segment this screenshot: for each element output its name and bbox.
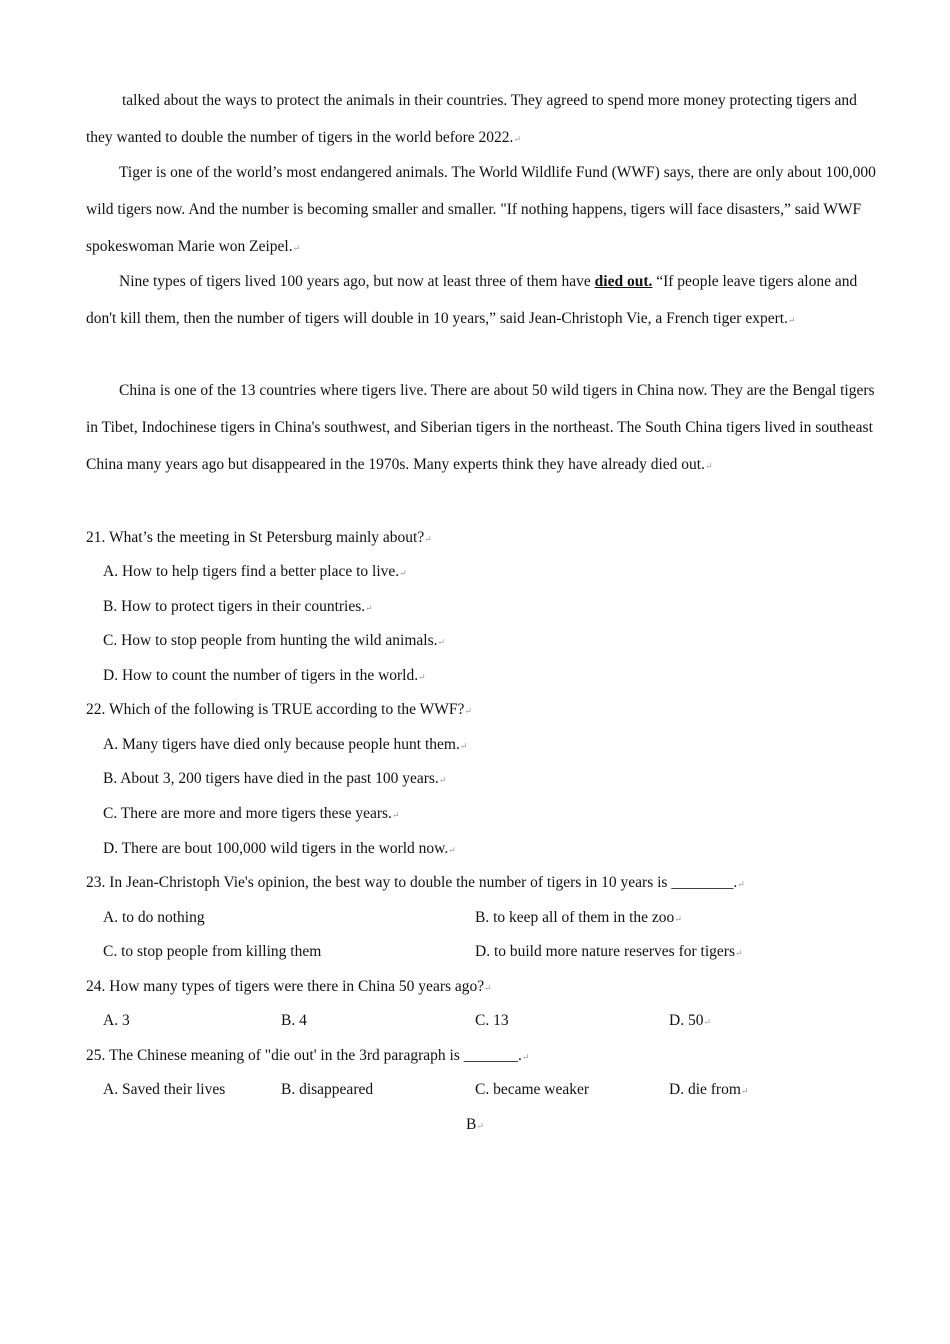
option-text: A. Many tigers have died only because people hunt them. (103, 736, 460, 753)
question-23-option-d (475, 942, 743, 963)
option-text: C. 13 (475, 1012, 509, 1029)
passage-paragraph-1-text: talked about the ways to protect the animals in their countries. They agreed to spend more money protecting tigers and they wanted to double the number of tigers in the world before 2022. (86, 92, 857, 146)
question-24-option-b (281, 1011, 307, 1031)
question-25-stem (86, 1046, 529, 1067)
question-text: 25. The Chinese meaning of "die out' in the 3rd paragraph is _______. (86, 1047, 522, 1064)
paragraph-mark: ↵ (464, 706, 472, 716)
option-text: C. to stop people from killing them (103, 943, 322, 960)
question-23-option-b (475, 908, 682, 929)
paragraph-mark: ↵ (513, 134, 521, 144)
paragraph-mark: ↵ (292, 243, 301, 253)
passage-paragraph-1 (86, 82, 876, 158)
option-text: A. How to help tigers find a better place to live. (103, 563, 400, 580)
section-label-text: B (466, 1116, 477, 1133)
paragraph-mark: ↵ (365, 603, 373, 613)
passage-paragraph-3-text-end: “If people leave tigers alone and don't kill them, then the number of tigers will double in 10 years,” said Jean-Christoph Vie, a French tiger expert. (86, 273, 858, 327)
passage-paragraph-4-text: China is one of the 13 countries where tigers live. There are about 50 wild tigers in China now. They are the Bengal tigers in Tibet, Indochinese tigers in China's southwest, and Siberian tigers in the northeast. The South China tigers lived in southeast China many years ago but disappeared in the 1970s. Many experts think they have already died out. (86, 382, 875, 473)
option-text: A. to do nothing (103, 909, 205, 926)
question-text: 21. What’s the meeting in St Petersburg mainly about? (86, 529, 425, 546)
question-22-option-d (103, 839, 456, 860)
option-text: B. 4 (281, 1012, 307, 1029)
paragraph-mark: ↵ (674, 914, 682, 924)
option-text: B. How to protect tigers in their countries. (103, 598, 366, 615)
passage-paragraph-3-text-start: Nine types of tigers lived 100 years ago, but now at least three of them have (119, 273, 595, 290)
paragraph-mark: ↵ (437, 637, 446, 647)
question-23-option-a (103, 908, 205, 928)
paragraph-mark: ↵ (476, 1121, 484, 1131)
paragraph-mark: ↵ (787, 315, 796, 325)
passage-paragraph-3 (86, 263, 876, 339)
question-21-option-b (103, 597, 373, 618)
question-22-option-c (103, 804, 399, 825)
option-text: C. became weaker (475, 1081, 590, 1098)
option-text: A. Saved their lives (103, 1081, 226, 1098)
paragraph-mark: ↵ (448, 845, 456, 855)
question-21-stem (86, 528, 432, 549)
question-21-option-c (103, 631, 445, 652)
paragraph-mark: ↵ (424, 534, 432, 544)
question-24-stem (86, 977, 492, 998)
option-text: D. 50 (669, 1012, 704, 1029)
question-24-option-a (103, 1011, 130, 1031)
option-text: D. How to count the number of tigers in the world. (103, 667, 419, 684)
paragraph-mark: ↵ (740, 1086, 749, 1096)
option-text: B. About 3, 200 tigers have died in the past 100 years. (103, 770, 439, 787)
paragraph-mark: ↵ (391, 810, 400, 820)
question-22-option-b (103, 769, 446, 790)
paragraph-mark: ↵ (737, 879, 745, 889)
paragraph-mark: ↵ (734, 948, 743, 958)
question-24-option-c (475, 1011, 509, 1031)
option-text: C. There are more and more tigers these years. (103, 805, 392, 822)
question-22-option-a (103, 735, 467, 756)
question-25-option-a (103, 1080, 225, 1100)
passage-paragraph-2 (86, 154, 876, 267)
paragraph-mark: ↵ (704, 461, 713, 471)
option-text: D. There are bout 100,000 wild tigers in the world now. (103, 840, 449, 857)
question-text: 23. In Jean-Christoph Vie's opinion, the best way to double the number of tigers in 10 years is ________. (86, 874, 738, 891)
question-22-stem (86, 700, 472, 721)
option-text: D. to build more nature reserves for tigers (475, 943, 735, 960)
paragraph-mark: ↵ (703, 1017, 711, 1027)
section-label (0, 1115, 950, 1136)
question-25-option-c (475, 1080, 589, 1100)
question-25-option-d (669, 1080, 748, 1101)
question-text: 24. How many types of tigers were there in China 50 years ago? (86, 978, 485, 995)
question-21-option-a (103, 562, 407, 583)
option-text: B. disappeared (281, 1081, 374, 1098)
paragraph-mark: ↵ (418, 672, 426, 682)
question-25-option-b (281, 1080, 373, 1100)
question-24-option-d (669, 1011, 711, 1032)
paragraph-mark: ↵ (521, 1052, 530, 1062)
question-21-option-d (103, 666, 426, 687)
paragraph-mark: ↵ (484, 983, 492, 993)
passage-paragraph-4 (86, 372, 876, 485)
question-text: 22. Which of the following is TRUE according to the WWF? (86, 701, 465, 718)
underlined-phrase: died out. (594, 273, 653, 290)
option-text: B. to keep all of them in the zoo (475, 909, 675, 926)
option-text: D. die from (669, 1081, 741, 1098)
paragraph-mark: ↵ (399, 568, 407, 578)
paragraph-mark: ↵ (438, 775, 447, 785)
option-text: C. How to stop people from hunting the wild animals. (103, 632, 438, 649)
option-text: A. 3 (103, 1012, 130, 1029)
question-23-option-c (103, 942, 321, 962)
question-23-stem (86, 873, 745, 894)
passage-paragraph-2-text: Tiger is one of the world’s most endangered animals. The World Wildlife Fund (WWF) says, there are only about 100,000 wild tigers now. And the number is becoming smaller and smaller. "If nothing happens, tigers will face disasters,” said WWF spokeswoman Marie won Zeipel. (86, 164, 876, 255)
paragraph-mark: ↵ (459, 741, 468, 751)
